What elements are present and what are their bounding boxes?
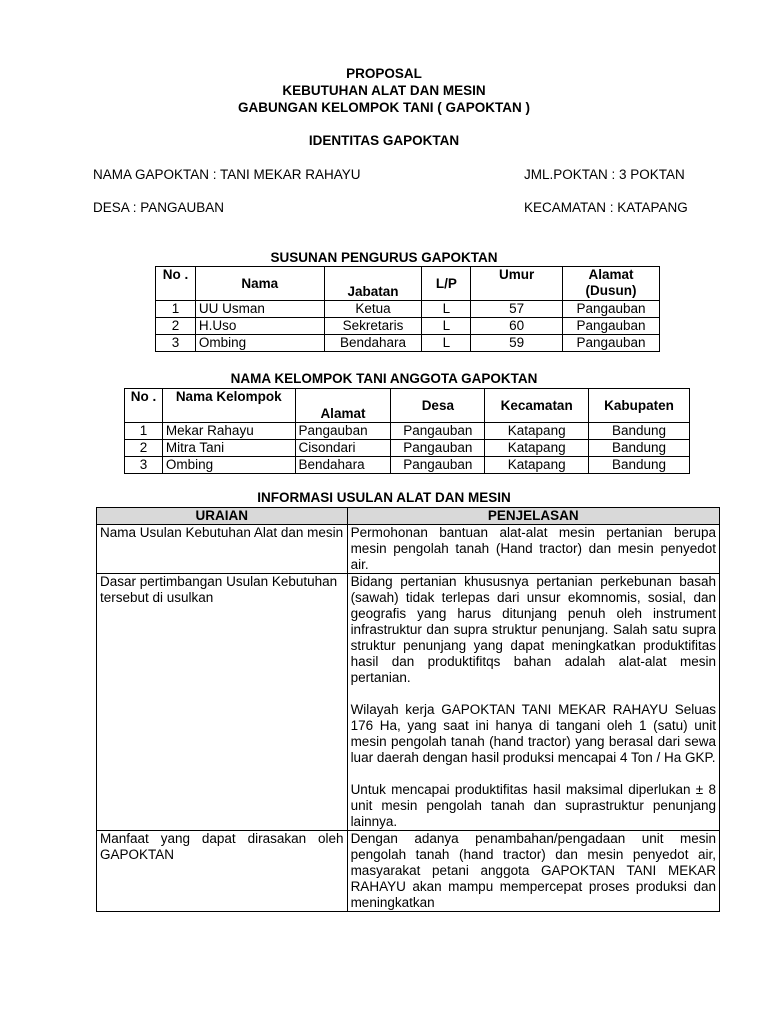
cell-alamat: Pangauban: [563, 335, 660, 352]
cell-alamat: Pangauban: [295, 423, 391, 440]
col-header-kecamatan: Kecamatan: [485, 389, 589, 423]
cell-alamat: Pangauban: [563, 301, 660, 318]
cell-alamat: Pangauban: [563, 318, 660, 335]
title-line-2: KEBUTUHAN ALAT DAN MESIN: [282, 83, 486, 98]
penjelasan-paragraph: Permohonan bantuan alat-alat mesin pertanian berupa mesin pengolah tanah (Hand tractor) dan mesin penyedot air.: [350, 525, 716, 572]
col-header-jabatan: Jabatan: [324, 267, 422, 301]
col-header-alamat: Alamat (Dusun): [563, 267, 660, 301]
cell-kecamatan: Katapang: [485, 457, 589, 474]
kelompok-table: [124, 388, 690, 474]
cell-penjelasan: [347, 525, 719, 574]
penjelasan-paragraph: Wilayah kerja GAPOKTAN TANI MEKAR RAHAYU Seluas 176 Ha, yang saat ini hanya di tangani oleh 1 (satu) unit mesin pengolah tanah (hand tractor) yang berasal dari sewa luar daerah dengan hasil produksi mencapai 4 Ton / Ha GKP.: [350, 702, 716, 765]
penjelasan-paragraph: Bidang pertanian khususnya pertanian perkebunan basah (sawah) tidak terlepas dari unsur ekomnomis, sosial, dan geografis yang harus ditunjang penuh oleh instrument infrastruktur dan supra struktur penunjang. Salah satu supra struktur penunjang yang dapat meningkatkan produktifitas hasil dan produktifitqs bahan adalah alat-alat mesin pertanian.: [350, 574, 716, 685]
col-header-umur: Umur: [471, 267, 563, 301]
cell-nama: Ombing: [195, 335, 324, 352]
table-row: [125, 440, 690, 457]
penjelasan-paragraph: Untuk mencapai produktifitas hasil maksimal diperlukan ± 8 unit mesin pengolah tanah dan suprastruktur penunjang lainnya.: [350, 782, 716, 829]
table-row: [156, 335, 660, 352]
cell-nama-kelompok: Ombing: [162, 457, 295, 474]
cell-kabupaten: Bandung: [589, 440, 690, 457]
cell-umur: 57: [471, 301, 563, 318]
pengurus-heading: SUSUNAN PENGURUS GAPOKTAN: [270, 250, 498, 265]
col-header-penjelasan: PENJELASAN: [347, 508, 719, 525]
cell-alamat: Bendahara: [295, 457, 391, 474]
cell-penjelasan: [347, 831, 719, 912]
cell-desa: Pangauban: [391, 423, 485, 440]
nama-gapoktan: NAMA GAPOKTAN : TANI MEKAR RAHAYU: [93, 167, 361, 182]
informasi-heading: INFORMASI USULAN ALAT DAN MESIN: [257, 490, 511, 505]
cell-uraian: Manfaat yang dapat dirasakan oleh GAPOKTAN: [97, 831, 348, 912]
identitas-heading: IDENTITAS GAPOKTAN: [308, 133, 460, 148]
col-header-desa: Desa: [391, 389, 485, 423]
col-header-nama: Nama: [195, 267, 324, 301]
cell-penjelasan: [347, 574, 719, 831]
col-header-nama-kelompok: Nama Kelompok: [162, 389, 295, 423]
cell-no: 2: [125, 440, 163, 457]
cell-kabupaten: Bandung: [589, 457, 690, 474]
cell-jabatan: Bendahara: [324, 335, 422, 352]
cell-umur: 59: [471, 335, 563, 352]
col-header-uraian: URAIAN: [97, 508, 348, 525]
cell-lp: L: [422, 301, 471, 318]
col-header-lp: L/P: [422, 267, 471, 301]
cell-jabatan: Sekretaris: [324, 318, 422, 335]
cell-uraian: Nama Usulan Kebutuhan Alat dan mesin: [97, 525, 348, 574]
cell-nama-kelompok: Mitra Tani: [162, 440, 295, 457]
table-row: [156, 301, 660, 318]
col-header-alamat: Alamat: [295, 389, 391, 423]
cell-no: 3: [156, 335, 196, 352]
cell-lp: L: [422, 335, 471, 352]
cell-desa: Pangauban: [391, 457, 485, 474]
cell-kabupaten: Bandung: [589, 423, 690, 440]
cell-no: 2: [156, 318, 196, 335]
cell-jabatan: Ketua: [324, 301, 422, 318]
cell-no: 3: [125, 457, 163, 474]
jml-poktan: JML.POKTAN : 3 POKTAN: [524, 167, 685, 182]
cell-kecamatan: Katapang: [485, 423, 589, 440]
table-row: [125, 423, 690, 440]
kelompok-heading: NAMA KELOMPOK TANI ANGGOTA GAPOKTAN: [230, 371, 538, 386]
cell-alamat: Cisondari: [295, 440, 391, 457]
cell-uraian: Dasar pertimbangan Usulan Kebutuhan tersebut di usulkan: [97, 574, 348, 831]
cell-nama-kelompok: Mekar Rahayu: [162, 423, 295, 440]
kecamatan: KECAMATAN : KATAPANG: [524, 200, 688, 215]
table-row: [125, 457, 690, 474]
cell-no: 1: [156, 301, 196, 318]
desa: DESA : PANGAUBAN: [93, 200, 225, 215]
cell-nama: H.Uso: [195, 318, 324, 335]
table-row: [97, 574, 720, 831]
informasi-table: [96, 507, 720, 912]
table-row: [156, 318, 660, 335]
cell-lp: L: [422, 318, 471, 335]
table-row: [97, 831, 720, 912]
col-header-no: No .: [125, 389, 163, 423]
title-line-3: GABUNGAN KELOMPOK TANI ( GAPOKTAN ): [238, 100, 530, 115]
penjelasan-paragraph: Dengan adanya penambahan/pengadaan unit mesin pengolah tanah (hand tractor) dan mesin penyedot air, masyarakat petani anggota GAPOKTAN TANI MEKAR RAHAYU akan mampu mempercepat proses produksi dan meningkatkan: [350, 831, 716, 910]
table-row: [97, 525, 720, 574]
cell-desa: Pangauban: [391, 440, 485, 457]
cell-no: 1: [125, 423, 163, 440]
cell-nama: UU Usman: [195, 301, 324, 318]
col-header-no: No .: [156, 267, 196, 301]
cell-kecamatan: Katapang: [485, 440, 589, 457]
col-header-kabupaten: Kabupaten: [589, 389, 690, 423]
title-line-1: PROPOSAL: [346, 66, 422, 81]
cell-umur: 60: [471, 318, 563, 335]
pengurus-table: [155, 266, 660, 352]
